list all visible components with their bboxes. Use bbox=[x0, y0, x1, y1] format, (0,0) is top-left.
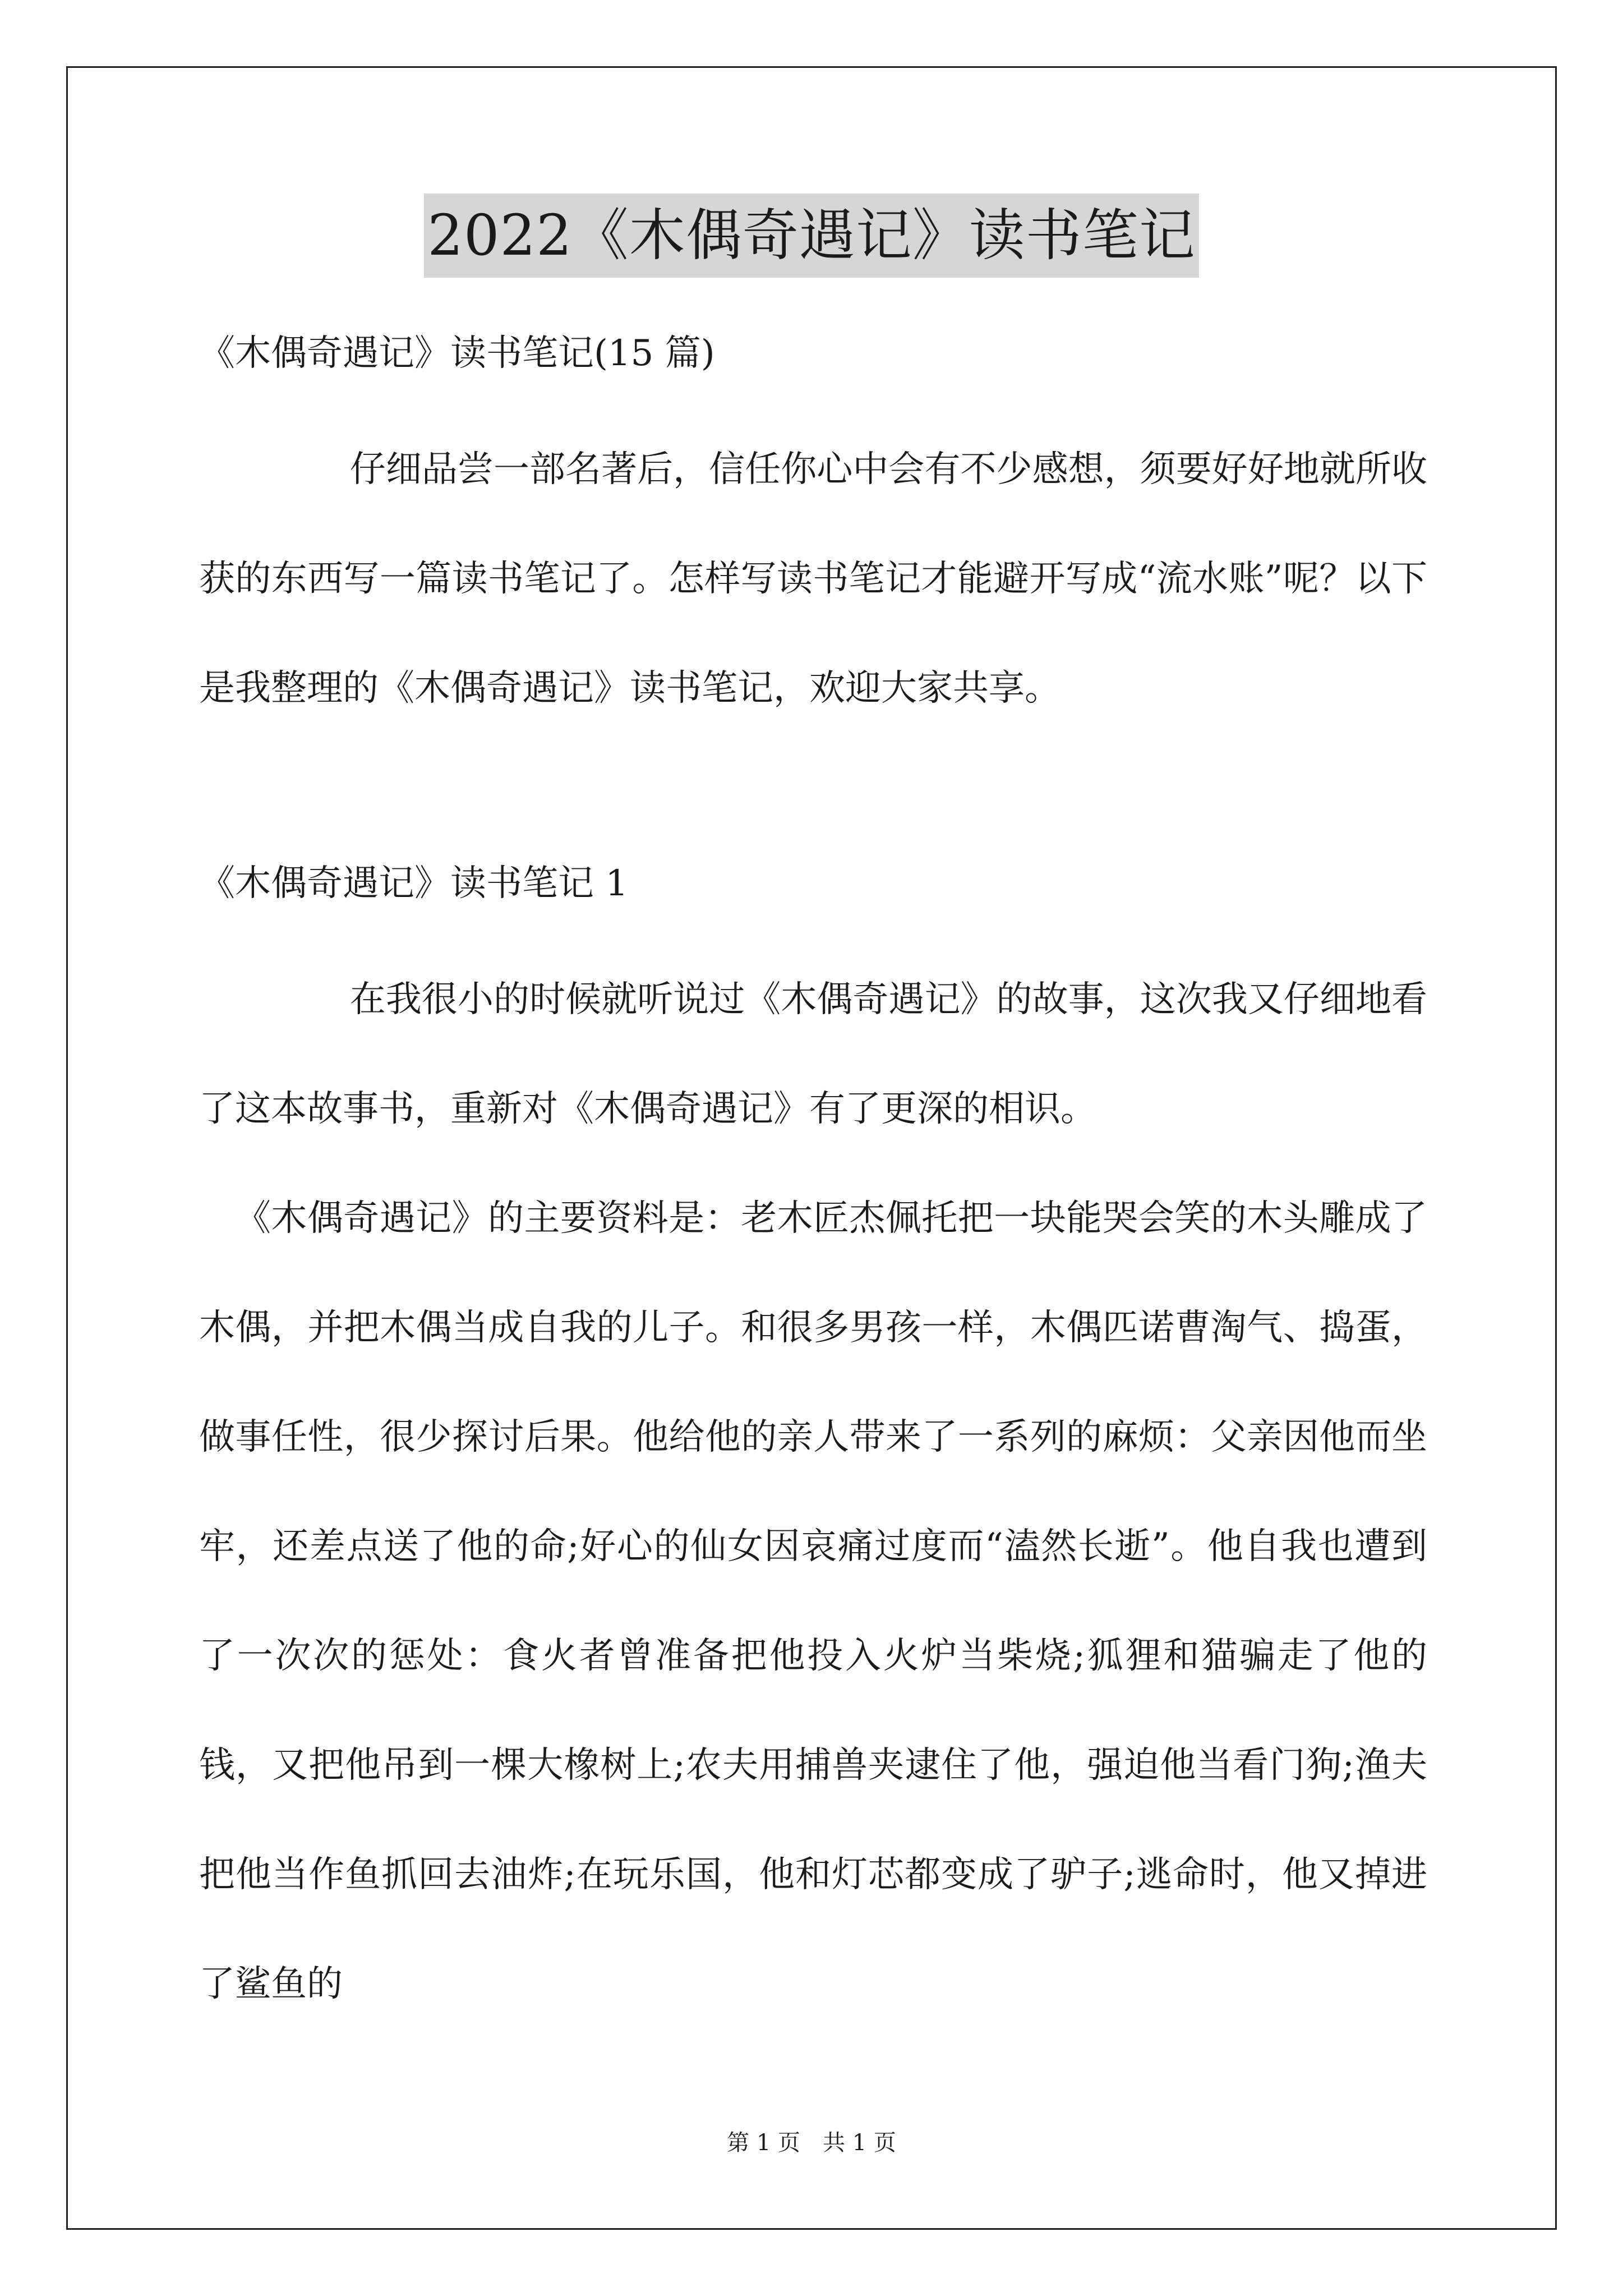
page-number: 第 1 页 bbox=[727, 2130, 800, 2156]
body-paragraph-1: 在我很小的时候就听说过《木偶奇遇记》的故事，这次我又仔细地看了这本故事书，重新对《木偶奇遇记》有了更深的相识。 bbox=[199, 979, 1427, 1130]
document-body bbox=[199, 303, 1427, 2039]
section-heading: 《木偶奇遇记》读书笔记 1 bbox=[199, 863, 629, 904]
document-subtitle: 《木偶奇遇记》读书笔记(15 篇) bbox=[199, 333, 715, 374]
intro-paragraph: 仔细品尝一部名著后，信任你心中会有不少感想，须要好好地就所收获的东西写一篇读书笔记了。怎样写读书笔记才能避开写成“流水账”呢？以下是我整理的《木偶奇遇记》读书笔记，欢迎大家共享。 bbox=[199, 449, 1427, 709]
page-total: 共 1 页 bbox=[823, 2130, 896, 2156]
document-title: 2022《木偶奇遇记》读书笔记 bbox=[424, 194, 1199, 278]
body-paragraph-2: 《木偶奇遇记》的主要资料是：老木匠杰佩托把一块能哭会笑的木头雕成了木偶，并把木偶当成自我的儿子。和很多男孩一样，木偶匹诺曹淘气、捣蛋，做事任性，很少探讨后果。他给他的亲人带来了一系列的麻烦：父亲因他而坐牢，还差点送了他的命;好心的仙女因哀痛过度而“溘然长逝”。他自我也遭到了一次次的惩处：食火者曾准备把他投入火炉当柴烧;狐狸和猫骗走了他的钱，又把他吊到一棵大橡树上;农夫用捕兽夹逮住了他，强迫他当看门狗;渔夫把他当作鱼抓回去油炸;在玩乐国，他和灯芯都变成了驴子;逃命时，他又掉进了鲨鱼的 bbox=[199, 1198, 1427, 2005]
title-container bbox=[0, 194, 1623, 278]
page-footer bbox=[0, 2126, 1623, 2160]
